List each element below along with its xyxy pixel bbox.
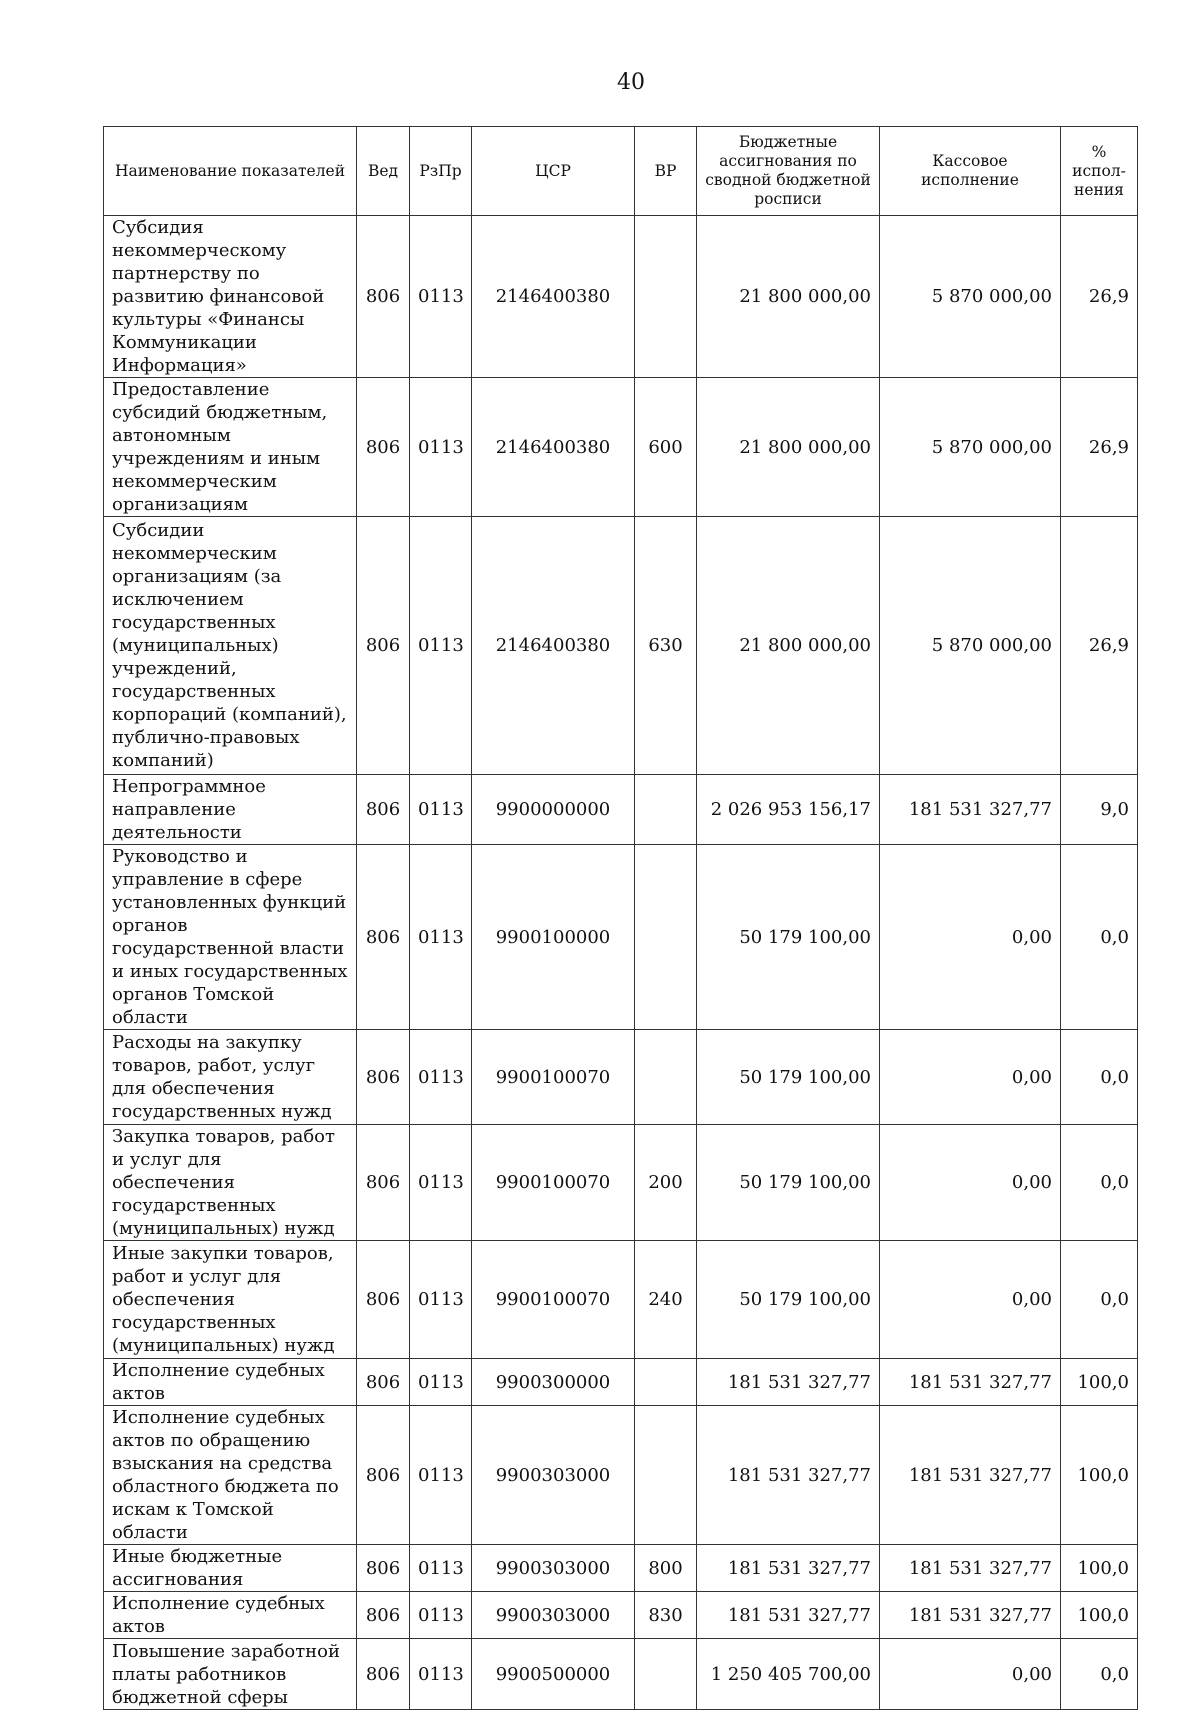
row-rzpr: 0113 [410, 1545, 472, 1592]
header-cash: Кассовое исполнение [880, 127, 1061, 216]
row-percent: 9,0 [1061, 775, 1138, 845]
row-csr: 9900303000 [472, 1545, 635, 1592]
row-percent: 100,0 [1061, 1359, 1138, 1406]
row-percent: 100,0 [1061, 1406, 1138, 1545]
row-ved: 806 [357, 216, 410, 378]
row-csr: 2146400380 [472, 216, 635, 378]
row-csr: 9900100070 [472, 1241, 635, 1359]
row-percent: 0,0 [1061, 1639, 1138, 1710]
row-rzpr: 0113 [410, 1241, 472, 1359]
row-cash: 5 870 000,00 [880, 517, 1061, 775]
row-vr: 630 [635, 517, 697, 775]
row-name: Исполнение судебных актов [104, 1592, 357, 1639]
row-vr: 600 [635, 378, 697, 517]
row-cash: 181 531 327,77 [880, 1406, 1061, 1545]
table-row [104, 1406, 1138, 1545]
row-budget: 50 179 100,00 [697, 1030, 880, 1125]
table-row [104, 378, 1138, 517]
header-row [104, 127, 1138, 216]
row-cash: 181 531 327,77 [880, 1592, 1061, 1639]
row-rzpr: 0113 [410, 1639, 472, 1710]
row-vr [635, 775, 697, 845]
row-ved: 806 [357, 775, 410, 845]
row-rzpr: 0113 [410, 1125, 472, 1241]
row-ved: 806 [357, 1406, 410, 1545]
row-percent: 0,0 [1061, 1241, 1138, 1359]
row-cash: 5 870 000,00 [880, 216, 1061, 378]
row-budget: 181 531 327,77 [697, 1359, 880, 1406]
row-percent: 26,9 [1061, 216, 1138, 378]
row-cash: 5 870 000,00 [880, 378, 1061, 517]
table-row [104, 1545, 1138, 1592]
row-vr: 800 [635, 1545, 697, 1592]
row-rzpr: 0113 [410, 1030, 472, 1125]
row-vr [635, 845, 697, 1030]
row-cash: 0,00 [880, 1241, 1061, 1359]
row-csr: 9900100070 [472, 1030, 635, 1125]
header-csr: ЦСР [472, 127, 635, 216]
row-vr [635, 1030, 697, 1125]
row-name: Исполнение судебных актов по обращению взыскания на средства областного бюджета по искам к Томской области [104, 1406, 357, 1545]
row-name: Непрограммное направление деятельности [104, 775, 357, 845]
row-ved: 806 [357, 1359, 410, 1406]
row-cash: 181 531 327,77 [880, 775, 1061, 845]
row-csr: 9900000000 [472, 775, 635, 845]
header-budget: Бюджетные ассигнования по сводной бюджетной росписи [697, 127, 880, 216]
row-budget: 2 026 953 156,17 [697, 775, 880, 845]
row-cash: 181 531 327,77 [880, 1545, 1061, 1592]
row-name: Субсидии некоммерческим организациям (за исключением государственных (муниципальных) учреждений, государственных корпораций (компаний), публично-правовых компаний) [104, 517, 357, 775]
row-vr: 240 [635, 1241, 697, 1359]
row-name: Руководство и управление в сфере установленных функций органов государственной власти и иных государственных органов Томской области [104, 845, 357, 1030]
table-row [104, 216, 1138, 378]
table-row [104, 1125, 1138, 1241]
row-ved: 806 [357, 1030, 410, 1125]
row-cash: 0,00 [880, 1639, 1061, 1710]
row-percent: 26,9 [1061, 378, 1138, 517]
row-ved: 806 [357, 517, 410, 775]
row-name: Иные закупки товаров, работ и услуг для обеспечения государственных (муниципальных) нужд [104, 1241, 357, 1359]
row-budget: 21 800 000,00 [697, 216, 880, 378]
row-percent: 100,0 [1061, 1592, 1138, 1639]
header-rzpr: РзПр [410, 127, 472, 216]
row-cash: 0,00 [880, 845, 1061, 1030]
row-budget: 21 800 000,00 [697, 517, 880, 775]
row-name: Расходы на закупку товаров, работ, услуг для обеспечения государственных нужд [104, 1030, 357, 1125]
row-name: Субсидия некоммерческому партнерству по развитию финансовой культуры «Финансы Коммуникации Информация» [104, 216, 357, 378]
row-name: Исполнение судебных актов [104, 1359, 357, 1406]
header-ved: Вед [357, 127, 410, 216]
row-csr: 9900100000 [472, 845, 635, 1030]
table-row [104, 1639, 1138, 1710]
row-vr: 830 [635, 1592, 697, 1639]
table-row [104, 1592, 1138, 1639]
row-budget: 181 531 327,77 [697, 1545, 880, 1592]
page-number: 40 [617, 70, 645, 95]
row-vr [635, 216, 697, 378]
row-vr [635, 1359, 697, 1406]
header-vr: ВР [635, 127, 697, 216]
row-vr: 200 [635, 1125, 697, 1241]
table-row [104, 1030, 1138, 1125]
row-ved: 806 [357, 845, 410, 1030]
row-vr [635, 1639, 697, 1710]
row-cash: 0,00 [880, 1030, 1061, 1125]
row-rzpr: 0113 [410, 845, 472, 1030]
row-rzpr: 0113 [410, 1359, 472, 1406]
row-budget: 50 179 100,00 [697, 845, 880, 1030]
row-rzpr: 0113 [410, 1592, 472, 1639]
table-row [104, 775, 1138, 845]
row-csr: 9900100070 [472, 1125, 635, 1241]
row-csr: 9900300000 [472, 1359, 635, 1406]
row-percent: 0,0 [1061, 845, 1138, 1030]
row-csr: 9900500000 [472, 1639, 635, 1710]
row-budget: 21 800 000,00 [697, 378, 880, 517]
row-rzpr: 0113 [410, 378, 472, 517]
table-row [104, 1359, 1138, 1406]
row-vr [635, 1406, 697, 1545]
row-rzpr: 0113 [410, 216, 472, 378]
row-ved: 806 [357, 1592, 410, 1639]
row-rzpr: 0113 [410, 1406, 472, 1545]
row-cash: 181 531 327,77 [880, 1359, 1061, 1406]
row-name: Закупка товаров, работ и услуг для обеспечения государственных (муниципальных) нужд [104, 1125, 357, 1241]
row-budget: 181 531 327,77 [697, 1592, 880, 1639]
row-percent: 0,0 [1061, 1125, 1138, 1241]
row-csr: 2146400380 [472, 378, 635, 517]
row-budget: 1 250 405 700,00 [697, 1639, 880, 1710]
table-row [104, 845, 1138, 1030]
row-ved: 806 [357, 1545, 410, 1592]
row-budget: 50 179 100,00 [697, 1125, 880, 1241]
table-row [104, 517, 1138, 775]
row-ved: 806 [357, 1241, 410, 1359]
row-percent: 26,9 [1061, 517, 1138, 775]
row-csr: 2146400380 [472, 517, 635, 775]
row-csr: 9900303000 [472, 1592, 635, 1639]
row-ved: 806 [357, 1639, 410, 1710]
row-percent: 100,0 [1061, 1545, 1138, 1592]
row-name: Иные бюджетные ассигнования [104, 1545, 357, 1592]
row-name: Предоставление субсидий бюджетным, автономным учреждениям и иным некоммерческим организациям [104, 378, 357, 517]
row-ved: 806 [357, 1125, 410, 1241]
row-name: Повышение заработной платы работников бюджетной сферы [104, 1639, 357, 1710]
budget-table [103, 126, 1138, 1710]
row-cash: 0,00 [880, 1125, 1061, 1241]
row-ved: 806 [357, 378, 410, 517]
row-percent: 0,0 [1061, 1030, 1138, 1125]
row-csr: 9900303000 [472, 1406, 635, 1545]
header-percent: % испол-нения [1061, 127, 1138, 216]
table-row [104, 1241, 1138, 1359]
row-rzpr: 0113 [410, 775, 472, 845]
header-name: Наименование показателей [104, 127, 357, 216]
row-budget: 181 531 327,77 [697, 1406, 880, 1545]
row-rzpr: 0113 [410, 517, 472, 775]
row-budget: 50 179 100,00 [697, 1241, 880, 1359]
